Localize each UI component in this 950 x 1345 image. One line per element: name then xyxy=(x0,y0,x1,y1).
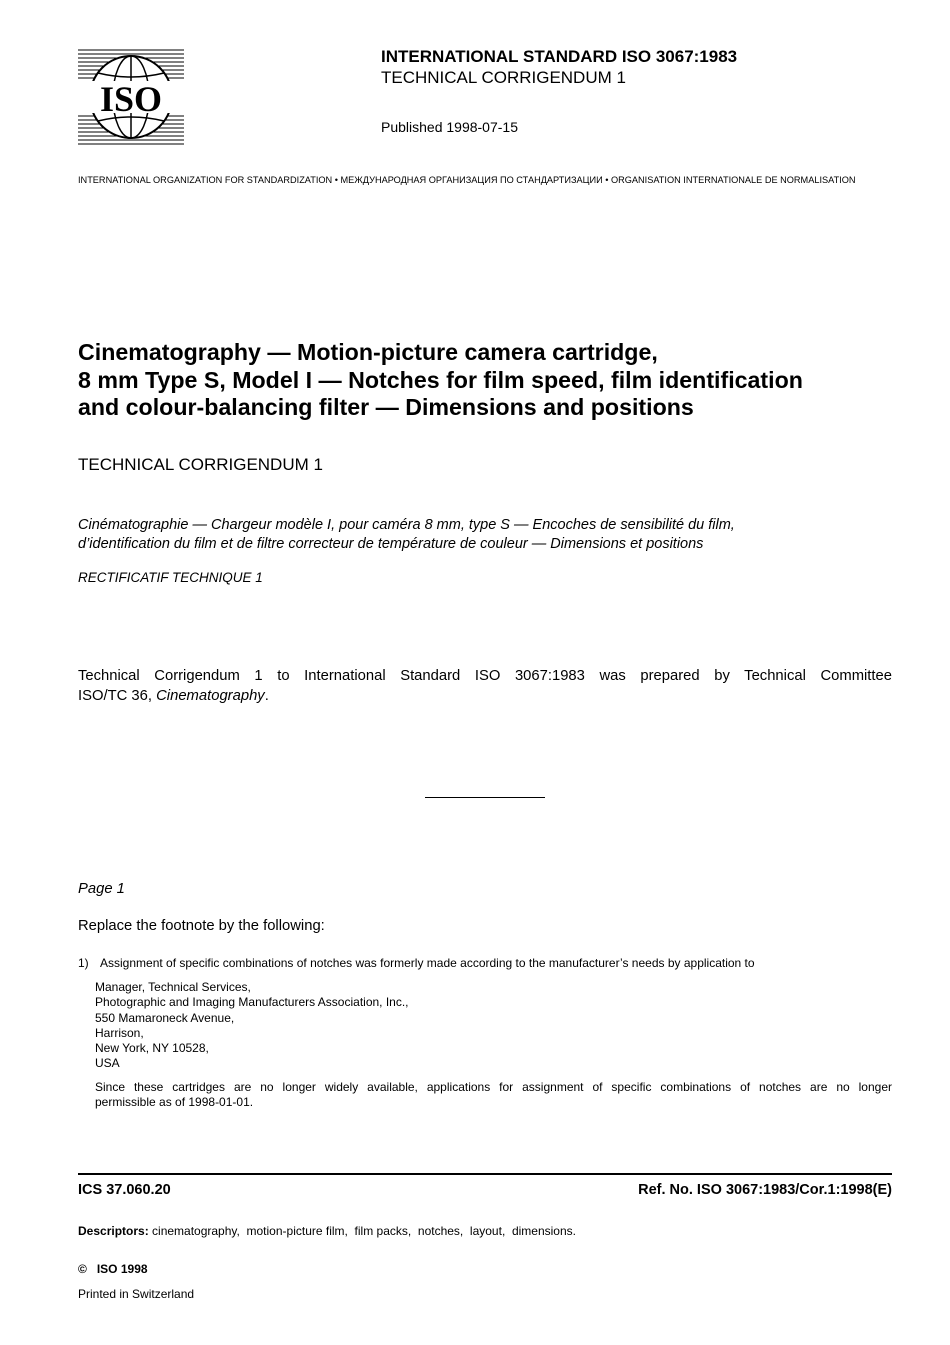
replace-instruction: Replace the footnote by the following: xyxy=(78,918,325,934)
footnote-number: 1) xyxy=(78,956,89,970)
address-block xyxy=(95,980,409,1072)
footnote xyxy=(78,956,755,970)
organization-line: INTERNATIONAL ORGANIZATION FOR STANDARDIZATION • МЕЖДУНАРОДНАЯ ОРГАНИЗАЦИЯ ПО СТАНДАРТИЗАЦИИ • ORGANISATION INTERNATIONALE DE NORMALISATION xyxy=(78,175,856,185)
descriptors-label: Descriptors: xyxy=(78,1224,149,1238)
separator-rule xyxy=(425,797,545,798)
title-line-2: 8 mm Type S, Model I — Notches for film speed, film identification xyxy=(78,366,803,393)
page-reference: Page 1 xyxy=(78,881,125,897)
since-line-2: permissible as of 1998-01-01. xyxy=(95,1095,254,1110)
standard-title: INTERNATIONAL STANDARD ISO 3067:1983 xyxy=(381,47,738,66)
copyright: © ISO 1998 xyxy=(78,1262,148,1276)
intro-suffix: . xyxy=(264,688,269,704)
committee-name: Cinematography xyxy=(156,688,265,704)
reference-number: Ref. No. ISO 3067:1983/Cor.1:1998(E) xyxy=(638,1182,892,1198)
french-title xyxy=(78,516,735,554)
title-line-1: Cinematography — Motion-picture camera cartridge, xyxy=(78,339,658,365)
footer-rule xyxy=(78,1173,892,1175)
intro-line-1: Technical Corrigendum 1 to International Standard ISO 3067:1983 was prepared by Technical Committee xyxy=(78,668,892,684)
intro-paragraph xyxy=(78,666,892,706)
since-paragraph xyxy=(95,1080,892,1111)
intro-prefix: ISO/TC 36, xyxy=(78,688,157,704)
descriptors-text: cinematography, motion-picture film, film packs, notches, layout, dimensions. xyxy=(148,1224,576,1238)
descriptors xyxy=(78,1224,576,1238)
address-line: New York, NY 10528, xyxy=(95,1041,209,1056)
ics-code: ICS 37.060.20 xyxy=(78,1182,171,1198)
since-line-1: Since these cartridges are no longer widely available, applications for assignment of specific combinations of notches are no longer xyxy=(95,1080,892,1094)
iso-logo xyxy=(78,47,184,147)
footnote-text: Assignment of specific combinations of notches was formerly made according to the manufacturer’s needs by application to xyxy=(100,956,755,970)
document-title xyxy=(78,339,908,422)
french-corrigendum-label: RECTIFICATIF TECHNIQUE 1 xyxy=(78,570,263,585)
address-line: 550 Mamaroneck Avenue, xyxy=(95,1010,235,1025)
iso-globe-icon xyxy=(78,47,184,147)
title-line-3: and colour-balancing filter — Dimensions and positions xyxy=(78,394,694,420)
printed-in: Printed in Switzerland xyxy=(78,1287,195,1301)
corrigendum-subtitle: TECHNICAL CORRIGENDUM 1 xyxy=(381,68,626,87)
corrigendum-label: TECHNICAL CORRIGENDUM 1 xyxy=(78,455,323,474)
address-line: Harrison, xyxy=(95,1025,144,1040)
iso-logo-text: ISO xyxy=(99,79,163,119)
address-line: USA xyxy=(95,1056,120,1071)
intro-line-2 xyxy=(78,686,892,706)
address-line: Photographic and Imaging Manufacturers Association, Inc., xyxy=(95,995,409,1010)
french-title-line-1: Cinématographie — Chargeur modèle I, pour caméra 8 mm, type S — Encoches de sensibilité du film, xyxy=(78,517,735,533)
published-date: Published 1998-07-15 xyxy=(381,119,518,135)
address-line: Manager, Technical Services, xyxy=(95,980,251,994)
french-title-line-2: d’identification du film et de filtre correcteur de température de couleur — Dimensions et positions xyxy=(78,536,704,552)
